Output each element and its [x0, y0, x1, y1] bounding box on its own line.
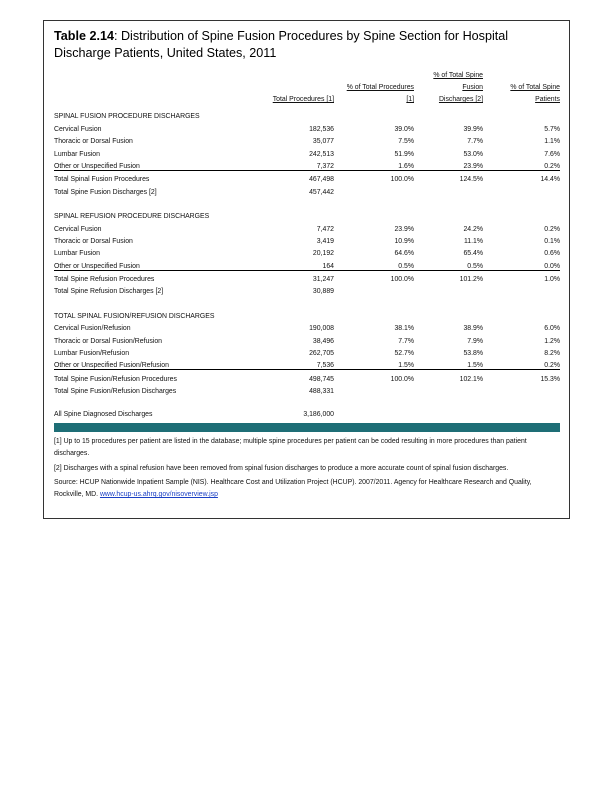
row-total: 467,498 — [244, 170, 334, 183]
row-pct-patients: 7.6% — [544, 150, 560, 158]
table-title — [54, 28, 559, 62]
row-pct-procedures: 100.0% — [334, 270, 414, 283]
footnote-1: [1] Up to 15 procedures per patient are listed in the database; multiple spine procedures per patient can be coded resulting in more procedures than patient discharges. — [54, 438, 527, 458]
row-pct-patients: 0.6% — [544, 250, 560, 258]
row-pct-patients: 8.2% — [544, 350, 560, 358]
row-total: 3,419 — [316, 237, 334, 245]
row-pct-procedures: 7.5% — [398, 138, 414, 146]
row-pct-patients: 1.0% — [483, 270, 560, 283]
row-pct-procedures: 64.6% — [394, 250, 414, 258]
row-pct-procedures: 10.9% — [394, 237, 414, 245]
row-total: 262,705 — [309, 350, 334, 358]
table-row — [54, 220, 560, 232]
accent-bar — [54, 423, 560, 432]
row-pct-patients: 5.7% — [544, 125, 560, 133]
row-pct-procedures: 1.5% — [398, 362, 414, 370]
total-row — [54, 270, 560, 283]
row-pct-patients: 14.4% — [483, 170, 560, 183]
row-label: Other or Unspecified Fusion/Refusion — [54, 362, 169, 370]
row-pct-patients: 15.3% — [483, 370, 560, 383]
section-heading: SPINAL FUSION PROCEDURE DISCHARGES — [54, 113, 200, 121]
header-total-procedures: Total Procedures [1] — [272, 96, 334, 103]
table-row — [54, 245, 560, 257]
row-pct-procedures: 23.9% — [394, 225, 414, 233]
row-label: Total Spine Fusion Discharges [2] — [54, 188, 157, 196]
row-label: Lumbar Fusion — [54, 250, 100, 258]
row-pct-fusion-discharges: 24.2% — [463, 225, 483, 233]
row-total: 498,745 — [244, 370, 334, 383]
section-heading: TOTAL SPINAL FUSION/REFUSION DISCHARGES — [54, 312, 215, 320]
row-pct-procedures: 1.6% — [398, 162, 414, 170]
row-total: 30,889 — [312, 288, 334, 296]
table-row — [54, 133, 560, 145]
row-total: 31,247 — [244, 270, 334, 283]
row-pct-fusion-discharges: 39.9% — [463, 125, 483, 133]
row-pct-procedures: 0.5% — [398, 262, 414, 270]
section-heading-row — [54, 305, 560, 319]
row-label: Cervical Fusion — [54, 225, 102, 233]
row-pct-patients: 0.2% — [544, 162, 560, 170]
header-pct-total-spine-patients: % of Total Spine Patients — [510, 84, 560, 103]
footnotes — [54, 436, 560, 503]
table-row — [54, 320, 560, 332]
row-pct-fusion-discharges: 11.1% — [463, 237, 483, 245]
footnote-2: [2] Discharges with a spinal refusion have been removed from spinal fusion discharges to produce a more accurate count of spinal fusion discharges. — [54, 464, 509, 472]
table-row — [54, 120, 560, 132]
header-row — [54, 70, 560, 106]
section-heading-row — [54, 106, 560, 120]
row-pct-procedures: 7.7% — [398, 337, 414, 345]
row-pct-procedures: 39.0% — [394, 125, 414, 133]
row-pct-procedures: 52.7% — [394, 350, 414, 358]
row-total: 242,513 — [309, 150, 334, 158]
row-label: Lumbar Fusion/Refusion — [54, 350, 130, 358]
row-label: Other or Unspecified Fusion — [54, 262, 140, 270]
row-pct-patients: 0.0% — [544, 262, 560, 270]
table-body — [54, 106, 560, 395]
row-label: Total Spine Fusion/Refusion Discharges — [54, 388, 177, 396]
row-label: Cervical Fusion/Refusion — [54, 325, 131, 333]
row-pct-fusion-discharges: 7.7% — [467, 138, 483, 146]
header-pct-spine-fusion-discharges: % of Total Spine Fusion Discharges [2] — [433, 72, 483, 103]
row-total: 38,496 — [312, 337, 334, 345]
row-total: 457,442 — [309, 188, 334, 196]
source-link[interactable]: www.hcup-us.ahrq.gov/nisoverview.jsp — [99, 491, 218, 499]
row-label: Total Spinal Fusion Procedures — [54, 170, 244, 183]
table-row — [54, 257, 560, 270]
row-pct-fusion-discharges: 7.9% — [467, 337, 483, 345]
row-total: 35,077 — [312, 138, 334, 146]
row-label: Thoracic or Dorsal Fusion — [54, 138, 133, 146]
row-pct-patients: 6.0% — [544, 325, 560, 333]
row-total: 7,372 — [316, 162, 334, 170]
table-caption: : Distribution of Spine Fusion Procedures by Spine Section for Hospital Discharge Patients, United States, 2011 — [54, 29, 509, 60]
row-pct-fusion-discharges: 38.9% — [463, 325, 483, 333]
row-label: Total Spine Fusion/Refusion Procedures — [54, 370, 244, 383]
row-pct-patients: 1.2% — [544, 337, 560, 345]
row-label: Lumbar Fusion — [54, 150, 100, 158]
row-pct-fusion-discharges: 53.8% — [463, 350, 483, 358]
table-number: Table 2.14 — [54, 29, 114, 43]
section-heading: SPINAL REFUSION PROCEDURE DISCHARGES — [54, 213, 210, 221]
table-row — [54, 145, 560, 157]
row-label: Thoracic or Dorsal Fusion/Refusion — [54, 337, 162, 345]
header-pct-total-procedures: % of Total Procedures [1] — [346, 84, 414, 103]
row-pct-procedures: 51.9% — [394, 150, 414, 158]
row-label: Total Spine Refusion Procedures — [54, 270, 244, 283]
table-row — [54, 332, 560, 344]
row-label: Other or Unspecified Fusion — [54, 162, 140, 170]
total-row — [54, 370, 560, 383]
row-pct-fusion-discharges: 65.4% — [463, 250, 483, 258]
row-pct-patients: 0.1% — [544, 237, 560, 245]
row-total: 488,331 — [309, 388, 334, 396]
table-row — [54, 233, 560, 245]
row-total: 164 — [322, 262, 334, 270]
row-pct-fusion-discharges: 124.5% — [414, 170, 483, 183]
row-label: Total Spine Refusion Discharges [2] — [54, 288, 164, 296]
discharge-row — [54, 183, 560, 195]
row-pct-fusion-discharges: 0.5% — [467, 262, 483, 270]
row-total: 3,186,000 — [303, 410, 334, 418]
row-pct-fusion-discharges: 102.1% — [414, 370, 483, 383]
row-pct-fusion-discharges: 53.0% — [463, 150, 483, 158]
section-heading-row — [54, 206, 560, 220]
table-row — [54, 345, 560, 357]
source-note: Source: HCUP Nationwide Inpatient Sample (NIS). Healthcare Cost and Utilization Project (HCUP). 2007/2011. Agency for Healthcare Research and Quality, Rockville, MD. www.hcup-us.ahrq.gov/nisoverview.jsp — [54, 478, 532, 499]
row-total: 182,536 — [309, 125, 334, 133]
row-pct-procedures: 100.0% — [334, 170, 414, 183]
data-table — [54, 70, 560, 418]
row-pct-patients: 0.2% — [544, 225, 560, 233]
row-pct-procedures: 38.1% — [394, 325, 414, 333]
row-label: Cervical Fusion — [54, 125, 102, 133]
row-total: 20,192 — [312, 250, 334, 258]
row-label: All Spine Diagnosed Discharges — [54, 410, 153, 418]
row-pct-fusion-discharges: 101.2% — [414, 270, 483, 283]
table-frame — [43, 20, 570, 519]
row-total: 7,472 — [316, 225, 334, 233]
table-row — [54, 357, 560, 370]
row-label: Thoracic or Dorsal Fusion — [54, 237, 133, 245]
discharge-row — [54, 383, 560, 395]
row-pct-patients: 0.2% — [544, 362, 560, 370]
total-row — [54, 170, 560, 183]
discharge-row — [54, 283, 560, 295]
row-pct-procedures: 100.0% — [334, 370, 414, 383]
row-total: 190,008 — [309, 325, 334, 333]
table-row — [54, 158, 560, 171]
row-pct-patients: 1.1% — [544, 138, 560, 146]
row-total: 7,536 — [316, 362, 334, 370]
all-spine-row — [54, 405, 560, 417]
row-pct-fusion-discharges: 23.9% — [463, 162, 483, 170]
row-pct-fusion-discharges: 1.5% — [467, 362, 483, 370]
